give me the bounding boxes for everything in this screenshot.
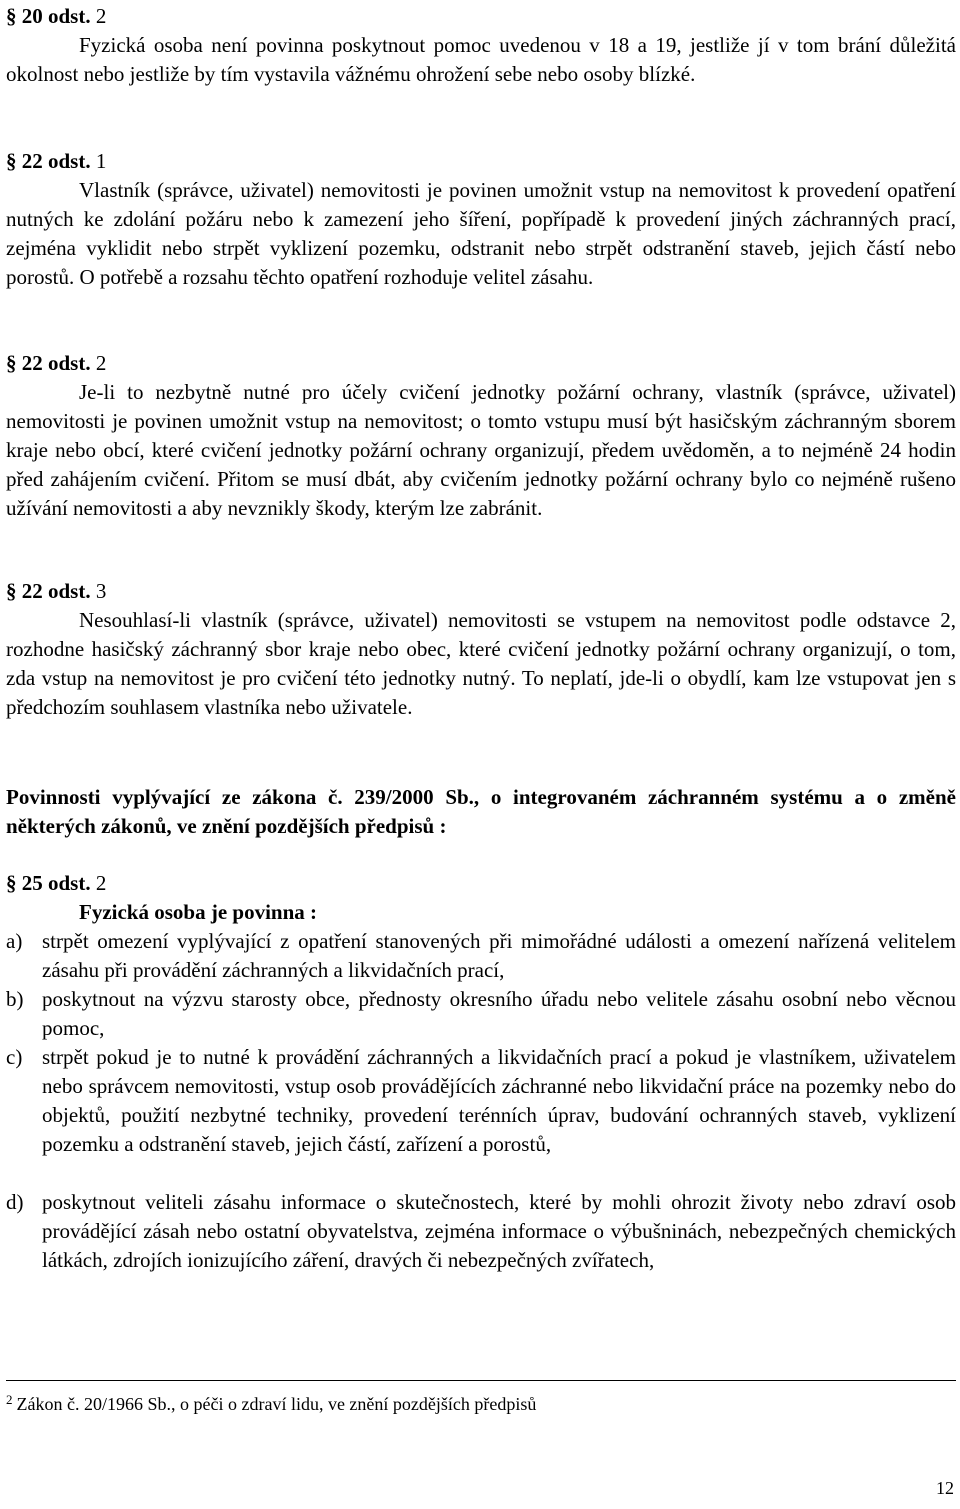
section-sub: 2 [95,4,107,28]
section-sign: § [6,871,17,895]
list-text: strpět pokud je to nutné k provádění záchranných a likvidačních prací a pokud je vlastníkem, uživatelem nebo správcem nemovitosti, vstup osob provádějících záchranné nebo likvidační práce na pozemky nebo do objektů, použití nezbytné techniky, provedení terénních úprav, budování ochranných staveb, vyklizení pozemku a odstranění staveb, jejich částí, zařízení a porostů, [42,1045,956,1156]
section-sign: § [6,351,17,375]
section-text: Fyzická osoba není povinna poskytnout pomoc uvedenou v 18 a 19, jestliže jí v tom brání důležitá okolnost nebo jestliže by tím vystavila vážnému ohrožení sebe nebo osoby blízké. [6,33,956,86]
page-number: 12 [936,1478,954,1498]
section-heading [6,349,106,378]
section-sub: 3 [95,579,107,603]
section-heading [6,147,106,176]
footnote-mark: 2 [6,1392,13,1407]
list-text: poskytnout veliteli zásahu informace o skutečnostech, které by mohli ohrozit životy nebo zdraví osob provádějící zásah nebo ostatní obyvatelstva, zejména informace o výbušninách, nebezpečných chemických látkách, zdrojích ionizujícího záření, dravých či nebezpečných zvířatech, [42,1190,956,1272]
list-text: poskytnout na výzvu starosty obce, přednosty okresního úřadu nebo velitele zásahu osobní nebo věcnou pomoc, [42,987,956,1040]
section-sub: 1 [95,149,107,173]
section-text: Nesouhlasí-li vlastník (správce, uživatel) nemovitosti se vstupem na nemovitost podle odstavce 2, rozhodne hasičský záchranný sbor kraje nebo obec, které cvičení jednotky požární ochrany organizují, o tom, zda vstup na nemovitost je pro cvičení této jednotky nutný. To neplatí, jde-li o obydlí, kam lze vstupovat jen s předchozím souhlasem vlastníka nebo uživatele. [6,608,956,719]
section-heading [6,2,106,31]
section-sub: 2 [95,871,107,895]
section-sign: § [6,149,17,173]
section-heading [6,869,106,898]
list-item [6,927,956,985]
section-text: Je-li to nezbytně nutné pro účely cvičení jednotky požární ochrany, vlastník (správce, uživatel) nemovitosti je povinen umožnit vstup na nemovitost; o tomto vstupu musí být hasičským záchranným sborem kraje nebo obcí, které cvičení jednotky požární ochrany organizují, předem uvědoměn, a to nejméně 24 hodin před zahájením cvičení. Přitom se musí dbát, aby cvičením jednotky požární ochrany bylo co nejméně rušeno užívání nemovitosti a aby nevznikly škody, kterým lze zabránit. [6,380,956,520]
list-item [6,985,956,1043]
list-letter: c) [6,1045,23,1069]
subheading: Fyzická osoba je povinna : [79,900,318,924]
section-heading [6,577,106,606]
list-text: strpět omezení vyplývající z opatření stanovených při mimořádné události a omezení nařízená velitelem zásahu při provádění záchranných a likvidačních prací, [42,929,956,982]
section-sign: § [6,579,17,603]
section-sign: § [6,4,17,28]
list-item [6,1188,956,1275]
section-text: Vlastník (správce, uživatel) nemovitosti je povinen umožnit vstup na nemovitost k provedení opatření nutných ke zdolání požáru nebo k zamezení jeho šíření, popřípadě k provedení jiných záchranných prací, zejména vyklidit nebo strpět vyklizení pozemku, odstranit nebo strpět odstranění staveb, jejich částí nebo porostů. O potřebě a rozsahu těchto opatření rozhoduje velitel zásahu. [6,178,956,289]
footnote-text: Zákon č. 20/1966 Sb., o péči o zdraví lidu, ve znění pozdějších předpisů [16,1394,537,1414]
footnote [6,1388,536,1416]
section-number: 22 odst. [21,149,91,173]
list-letter: d) [6,1190,24,1214]
section-number: 20 odst. [21,4,91,28]
law-heading: Povinnosti vyplývající ze zákona č. 239/2000 Sb., o integrovaném záchranném systému a o změně některých zákonů, ve znění pozdějších předpisů : [6,785,956,838]
section-sub: 2 [95,351,107,375]
section-number: 25 odst. [21,871,91,895]
footnote-separator [6,1380,956,1381]
list-item [6,1043,956,1159]
section-number: 22 odst. [21,351,91,375]
list-letter: a) [6,929,23,953]
section-number: 22 odst. [21,579,91,603]
list-letter: b) [6,987,24,1011]
